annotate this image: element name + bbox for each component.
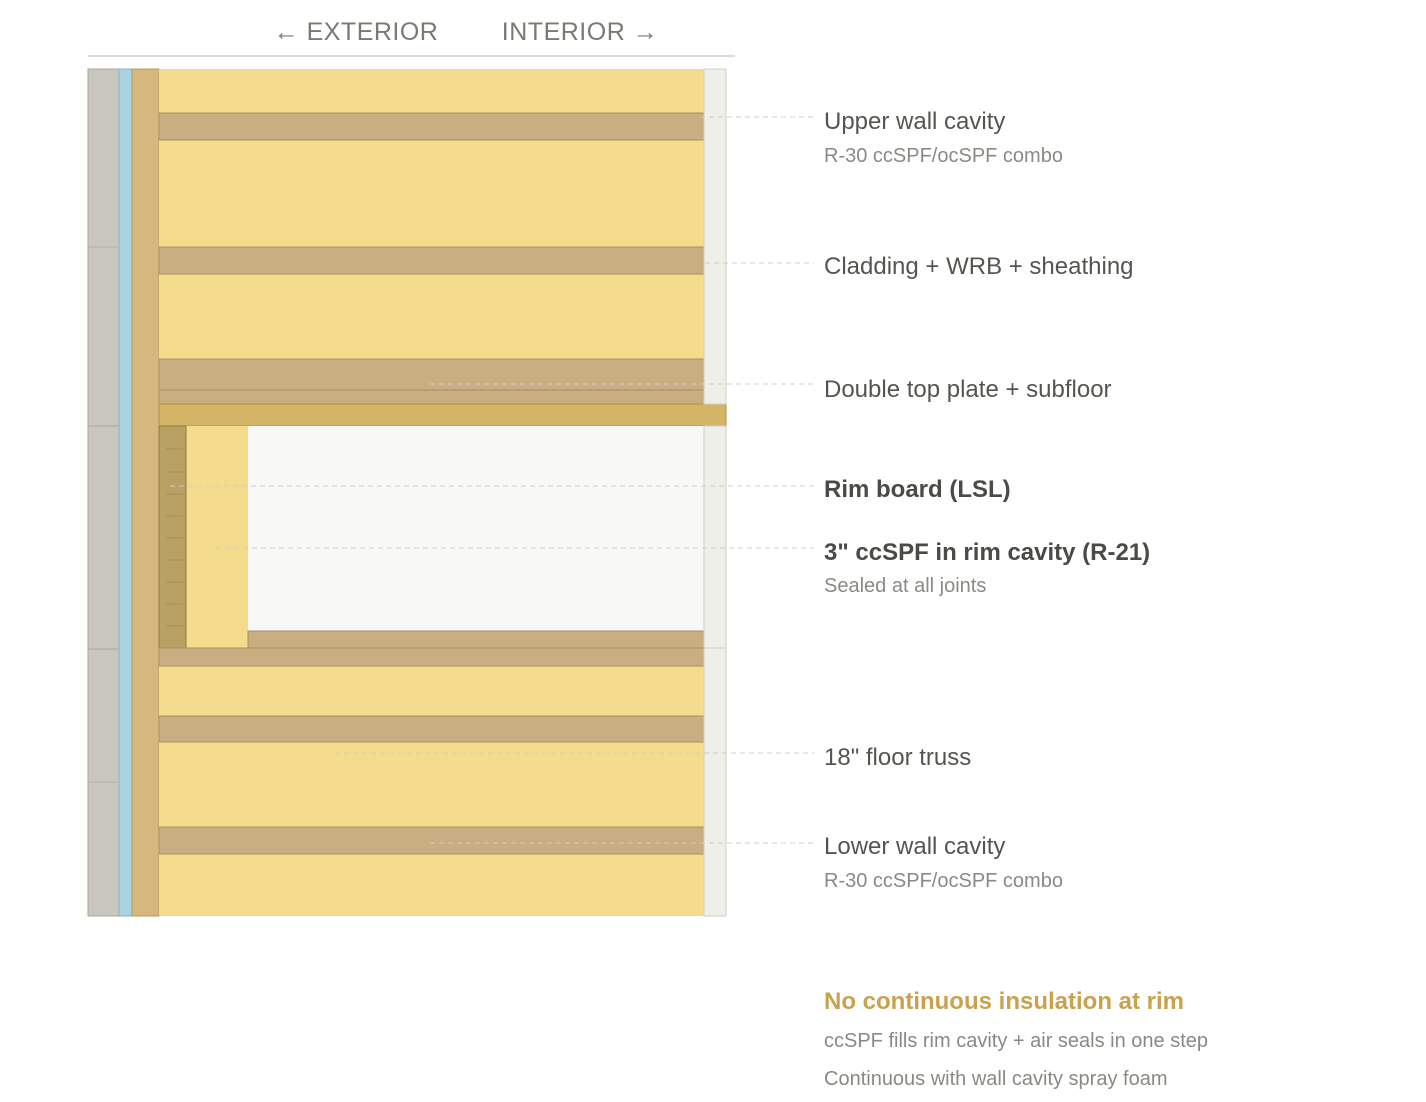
note-title: No continuous insulation at rim [824, 988, 1184, 1015]
lower-wall-top-plate [159, 648, 704, 666]
top-plate-upper [159, 359, 704, 390]
cladding-layer [88, 69, 119, 916]
note-line-1: ccSPF fills rim cavity + air seals in one step [824, 1030, 1209, 1052]
lower-wall-stud [159, 827, 704, 854]
rim-ccspf [186, 426, 248, 648]
upper-wall-stud [159, 113, 704, 140]
sheathing-layer [132, 69, 159, 916]
label-cladding: Cladding + WRB + sheathing [824, 253, 1134, 280]
lower-wall-insulation [159, 648, 704, 916]
rim-board [159, 426, 186, 648]
truss-bottom-chord [248, 631, 704, 648]
note-line-2: Continuous with wall cavity spray foam [824, 1068, 1168, 1090]
label-floor-truss: 18" floor truss [824, 744, 972, 771]
drywall-upper [704, 69, 726, 404]
callout-labels [824, 108, 1150, 892]
label-lower-wall-cavity: Lower wall cavity [824, 833, 1006, 860]
subfloor [159, 404, 726, 426]
wall-assembly [88, 69, 726, 916]
floor-joist-space [248, 426, 704, 631]
sublabel-lower-wall-cavity: R-30 ccSPF/ocSPF combo [824, 870, 1063, 892]
upper-wall-stud [159, 247, 704, 274]
label-rim-board: Rim board (LSL) [824, 476, 1011, 503]
interior-label: INTERIOR → [501, 18, 659, 46]
top-plate-lower [159, 390, 704, 404]
exterior-label: ← EXTERIOR [273, 18, 439, 46]
label-top-plate: Double top plate + subfloor [824, 376, 1112, 403]
label-upper-wall-cavity: Upper wall cavity [824, 108, 1006, 135]
sublabel-rim-ccspf: Sealed at all joints [824, 575, 987, 597]
note-block [824, 988, 1208, 1090]
wrb-layer [119, 69, 132, 916]
lower-wall-stud [159, 716, 704, 742]
label-rim-ccspf: 3" ccSPF in rim cavity (R-21) [824, 539, 1151, 566]
sublabel-upper-wall-cavity: R-30 ccSPF/ocSPF combo [824, 145, 1063, 167]
